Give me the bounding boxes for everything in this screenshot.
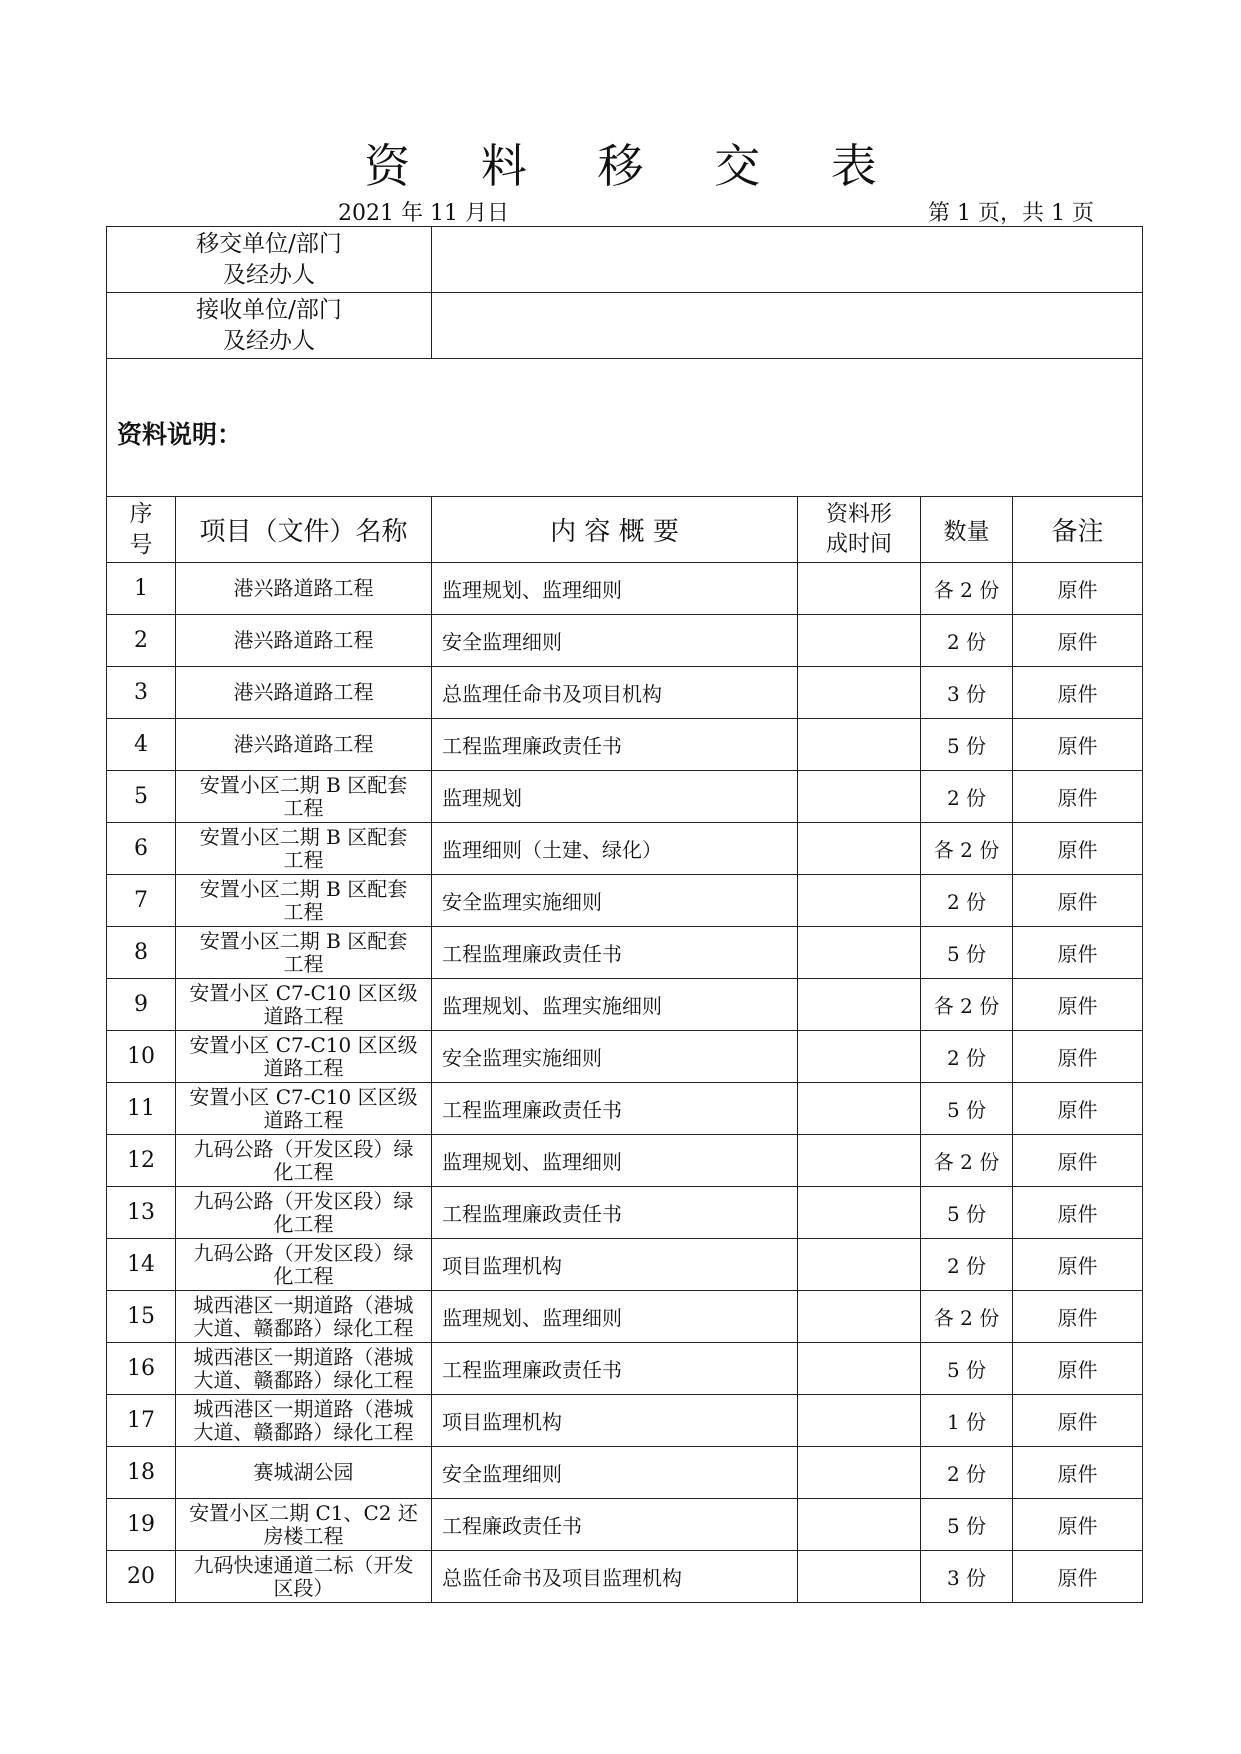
column-header-row [107,497,1143,563]
row-content: 安全监理细则 [432,1447,798,1499]
row-content: 工程监理廉政责任书 [432,1083,798,1135]
row-name [176,719,432,771]
row-time [798,1499,921,1551]
row-name-line1: 港兴路道路工程 [233,628,374,652]
receive-party-row [107,293,1143,359]
row-note: 原件 [1013,1239,1143,1291]
col-header-name: 项目（文件）名称 [176,497,432,563]
row-time [798,563,921,615]
row-content: 监理细则（土建、绿化） [432,823,798,875]
row-content: 工程监理廉政责任书 [432,1187,798,1239]
row-time [798,1135,921,1187]
row-name-line2: 工程 [283,847,324,872]
row-name [176,1395,432,1447]
row-qty: 2 份 [921,615,1013,667]
row-note: 原件 [1013,979,1143,1031]
row-note: 原件 [1013,1343,1143,1395]
row-content: 工程廉政责任书 [432,1499,798,1551]
transfer-table [106,226,1143,1603]
row-content: 总监任命书及项目监理机构 [432,1551,798,1603]
row-name-line1: 九码公路（开发区段）绿 [193,1188,414,1213]
row-note: 原件 [1013,563,1143,615]
row-content: 项目监理机构 [432,1239,798,1291]
row-qty: 3 份 [921,1551,1013,1603]
table-row [107,1291,1143,1343]
page-number: 第 1 页，共 1 页 [928,201,1094,226]
row-seq: 7 [107,875,176,927]
row-content: 安全监理实施细则 [432,875,798,927]
row-seq: 14 [107,1239,176,1291]
table-row [107,1135,1143,1187]
row-name [176,563,432,615]
table-row [107,615,1143,667]
row-qty: 1 份 [921,1395,1013,1447]
row-name [176,927,432,979]
col-header-seq-line2: 号 [129,531,153,558]
col-header-content: 内 容 概 要 [432,497,798,563]
description-label: 资料说明： [107,359,1143,497]
table-row [107,1499,1143,1551]
row-name [176,1187,432,1239]
row-content: 工程监理廉政责任书 [432,927,798,979]
row-seq: 19 [107,1499,176,1551]
row-time [798,875,921,927]
col-header-time-line2: 成时间 [825,531,892,557]
row-name-line2: 工程 [283,899,324,924]
col-header-qty: 数量 [921,497,1013,563]
table-row [107,1343,1143,1395]
row-content: 监理规划、监理细则 [432,563,798,615]
row-seq: 2 [107,615,176,667]
col-header-seq [107,497,176,563]
row-time [798,1395,921,1447]
row-name-line1: 安置小区 C7-C10 区区级 [189,1032,418,1057]
table-row [107,719,1143,771]
row-name [176,1343,432,1395]
row-name-line1: 九码快速通道二标（开发 [193,1552,414,1577]
row-name-line1: 安置小区 C7-C10 区区级 [189,1084,418,1109]
row-note: 原件 [1013,1499,1143,1551]
row-seq: 9 [107,979,176,1031]
row-seq: 12 [107,1135,176,1187]
row-name-line2: 大道、赣鄱路）绿化工程 [193,1315,414,1340]
row-time [798,615,921,667]
document-title: 资 料 移 交 表 [364,139,905,193]
row-name [176,1551,432,1603]
row-name-line1: 安置小区二期 B 区配套 [199,928,408,953]
row-qty: 各 2 份 [921,823,1013,875]
row-name-line2: 道路工程 [263,1003,344,1028]
row-content: 安全监理细则 [432,615,798,667]
row-time [798,1187,921,1239]
row-seq: 5 [107,771,176,823]
row-qty: 3 份 [921,667,1013,719]
row-qty: 各 2 份 [921,979,1013,1031]
row-qty: 各 2 份 [921,1291,1013,1343]
row-qty: 5 份 [921,1499,1013,1551]
table-row [107,1395,1143,1447]
row-seq: 1 [107,563,176,615]
transfer-party-label-line1: 移交单位/部门 [196,230,342,257]
row-note: 原件 [1013,1447,1143,1499]
transfer-party-label-line2: 及经办人 [223,261,315,288]
col-header-seq-line1: 序 [129,500,153,527]
row-note: 原件 [1013,1083,1143,1135]
row-qty: 2 份 [921,1031,1013,1083]
row-note: 原件 [1013,771,1143,823]
row-qty: 5 份 [921,1083,1013,1135]
row-content: 监理规划 [432,771,798,823]
row-qty: 2 份 [921,1239,1013,1291]
row-name-line2: 房楼工程 [263,1523,344,1548]
table-row [107,1239,1143,1291]
row-note: 原件 [1013,875,1143,927]
row-name [176,1083,432,1135]
row-seq: 4 [107,719,176,771]
row-qty: 5 份 [921,1187,1013,1239]
table-row [107,875,1143,927]
row-seq: 16 [107,1343,176,1395]
receive-party-value[interactable] [432,293,1143,359]
row-name-line2: 道路工程 [263,1107,344,1132]
receive-party-label-line2: 及经办人 [223,327,315,354]
row-name-line2: 道路工程 [263,1055,344,1080]
row-name-line1: 安置小区二期 B 区配套 [199,824,408,849]
table-row [107,1031,1143,1083]
row-name-line1: 城西港区一期道路（港城 [193,1396,414,1421]
transfer-party-label [107,227,432,293]
table-row [107,1447,1143,1499]
row-time [798,1343,921,1395]
row-name-line1: 港兴路道路工程 [233,732,374,756]
row-seq: 8 [107,927,176,979]
table-row [107,771,1143,823]
row-seq: 18 [107,1447,176,1499]
row-name-line1: 安置小区 C7-C10 区区级 [189,980,418,1005]
row-note: 原件 [1013,1395,1143,1447]
row-name-line1: 安置小区二期 B 区配套 [199,772,408,797]
row-qty: 2 份 [921,1447,1013,1499]
row-qty: 2 份 [921,771,1013,823]
row-content: 监理规划、监理实施细则 [432,979,798,1031]
row-name-line2: 区段） [273,1575,334,1600]
row-note: 原件 [1013,1135,1143,1187]
document-date: 2021 年 11 月日 [338,201,509,226]
col-header-note: 备注 [1013,497,1143,563]
row-name-line2: 化工程 [273,1159,334,1184]
row-seq: 10 [107,1031,176,1083]
col-header-time [798,497,921,563]
row-name [176,1031,432,1083]
table-row [107,1187,1143,1239]
row-qty: 2 份 [921,875,1013,927]
row-note: 原件 [1013,1291,1143,1343]
row-time [798,1239,921,1291]
row-time [798,927,921,979]
col-header-time-line1: 资料形 [825,501,892,527]
row-time [798,979,921,1031]
row-qty: 各 2 份 [921,1135,1013,1187]
row-name [176,771,432,823]
row-seq: 13 [107,1187,176,1239]
row-content: 总监理任命书及项目机构 [432,667,798,719]
row-name-line2: 工程 [283,795,324,820]
row-time [798,1447,921,1499]
row-name [176,667,432,719]
row-content: 安全监理实施细则 [432,1031,798,1083]
row-name-line1: 赛城湖公园 [253,1460,354,1484]
row-qty: 各 2 份 [921,563,1013,615]
row-time [798,667,921,719]
row-name [176,979,432,1031]
table-row [107,1083,1143,1135]
transfer-party-value[interactable] [432,227,1143,293]
table-row [107,927,1143,979]
table-row [107,823,1143,875]
row-name-line1: 九码公路（开发区段）绿 [193,1240,414,1265]
row-name [176,1447,432,1499]
row-note: 原件 [1013,927,1143,979]
row-name-line2: 化工程 [273,1211,334,1236]
row-name-line1: 安置小区二期 C1、C2 还 [189,1500,418,1525]
row-seq: 3 [107,667,176,719]
row-name-line1: 城西港区一期道路（港城 [193,1292,414,1317]
row-content: 监理规划、监理细则 [432,1135,798,1187]
receive-party-label-line1: 接收单位/部门 [196,296,342,323]
row-name [176,875,432,927]
row-seq: 17 [107,1395,176,1447]
description-row [107,359,1143,497]
row-seq: 20 [107,1551,176,1603]
table-row [107,563,1143,615]
row-qty: 5 份 [921,719,1013,771]
row-time [798,1551,921,1603]
row-name-line2: 大道、赣鄱路）绿化工程 [193,1419,414,1444]
row-name-line1: 港兴路道路工程 [233,680,374,704]
transfer-party-row [107,227,1143,293]
row-time [798,719,921,771]
row-name-line2: 化工程 [273,1263,334,1288]
row-note: 原件 [1013,823,1143,875]
row-time [798,771,921,823]
row-content: 工程监理廉政责任书 [432,719,798,771]
row-content: 工程监理廉政责任书 [432,1343,798,1395]
table-row [107,979,1143,1031]
row-name [176,615,432,667]
row-time [798,1291,921,1343]
table-row [107,1551,1143,1603]
row-time [798,1031,921,1083]
row-seq: 15 [107,1291,176,1343]
row-note: 原件 [1013,1551,1143,1603]
row-time [798,823,921,875]
row-note: 原件 [1013,1031,1143,1083]
row-content: 项目监理机构 [432,1395,798,1447]
row-name-line2: 大道、赣鄱路）绿化工程 [193,1367,414,1392]
row-note: 原件 [1013,1187,1143,1239]
row-seq: 11 [107,1083,176,1135]
table-row [107,667,1143,719]
row-qty: 5 份 [921,927,1013,979]
row-note: 原件 [1013,615,1143,667]
receive-party-label [107,293,432,359]
row-time [798,1083,921,1135]
row-name-line1: 港兴路道路工程 [233,576,374,600]
row-name-line1: 九码公路（开发区段）绿 [193,1136,414,1161]
row-name-line1: 城西港区一期道路（港城 [193,1344,414,1369]
row-note: 原件 [1013,667,1143,719]
row-name [176,1135,432,1187]
row-name-line2: 工程 [283,951,324,976]
row-qty: 5 份 [921,1343,1013,1395]
row-name-line1: 安置小区二期 B 区配套 [199,876,408,901]
row-name [176,1499,432,1551]
row-seq: 6 [107,823,176,875]
row-name [176,823,432,875]
row-name [176,1291,432,1343]
row-content: 监理规划、监理细则 [432,1291,798,1343]
row-name [176,1239,432,1291]
row-note: 原件 [1013,719,1143,771]
